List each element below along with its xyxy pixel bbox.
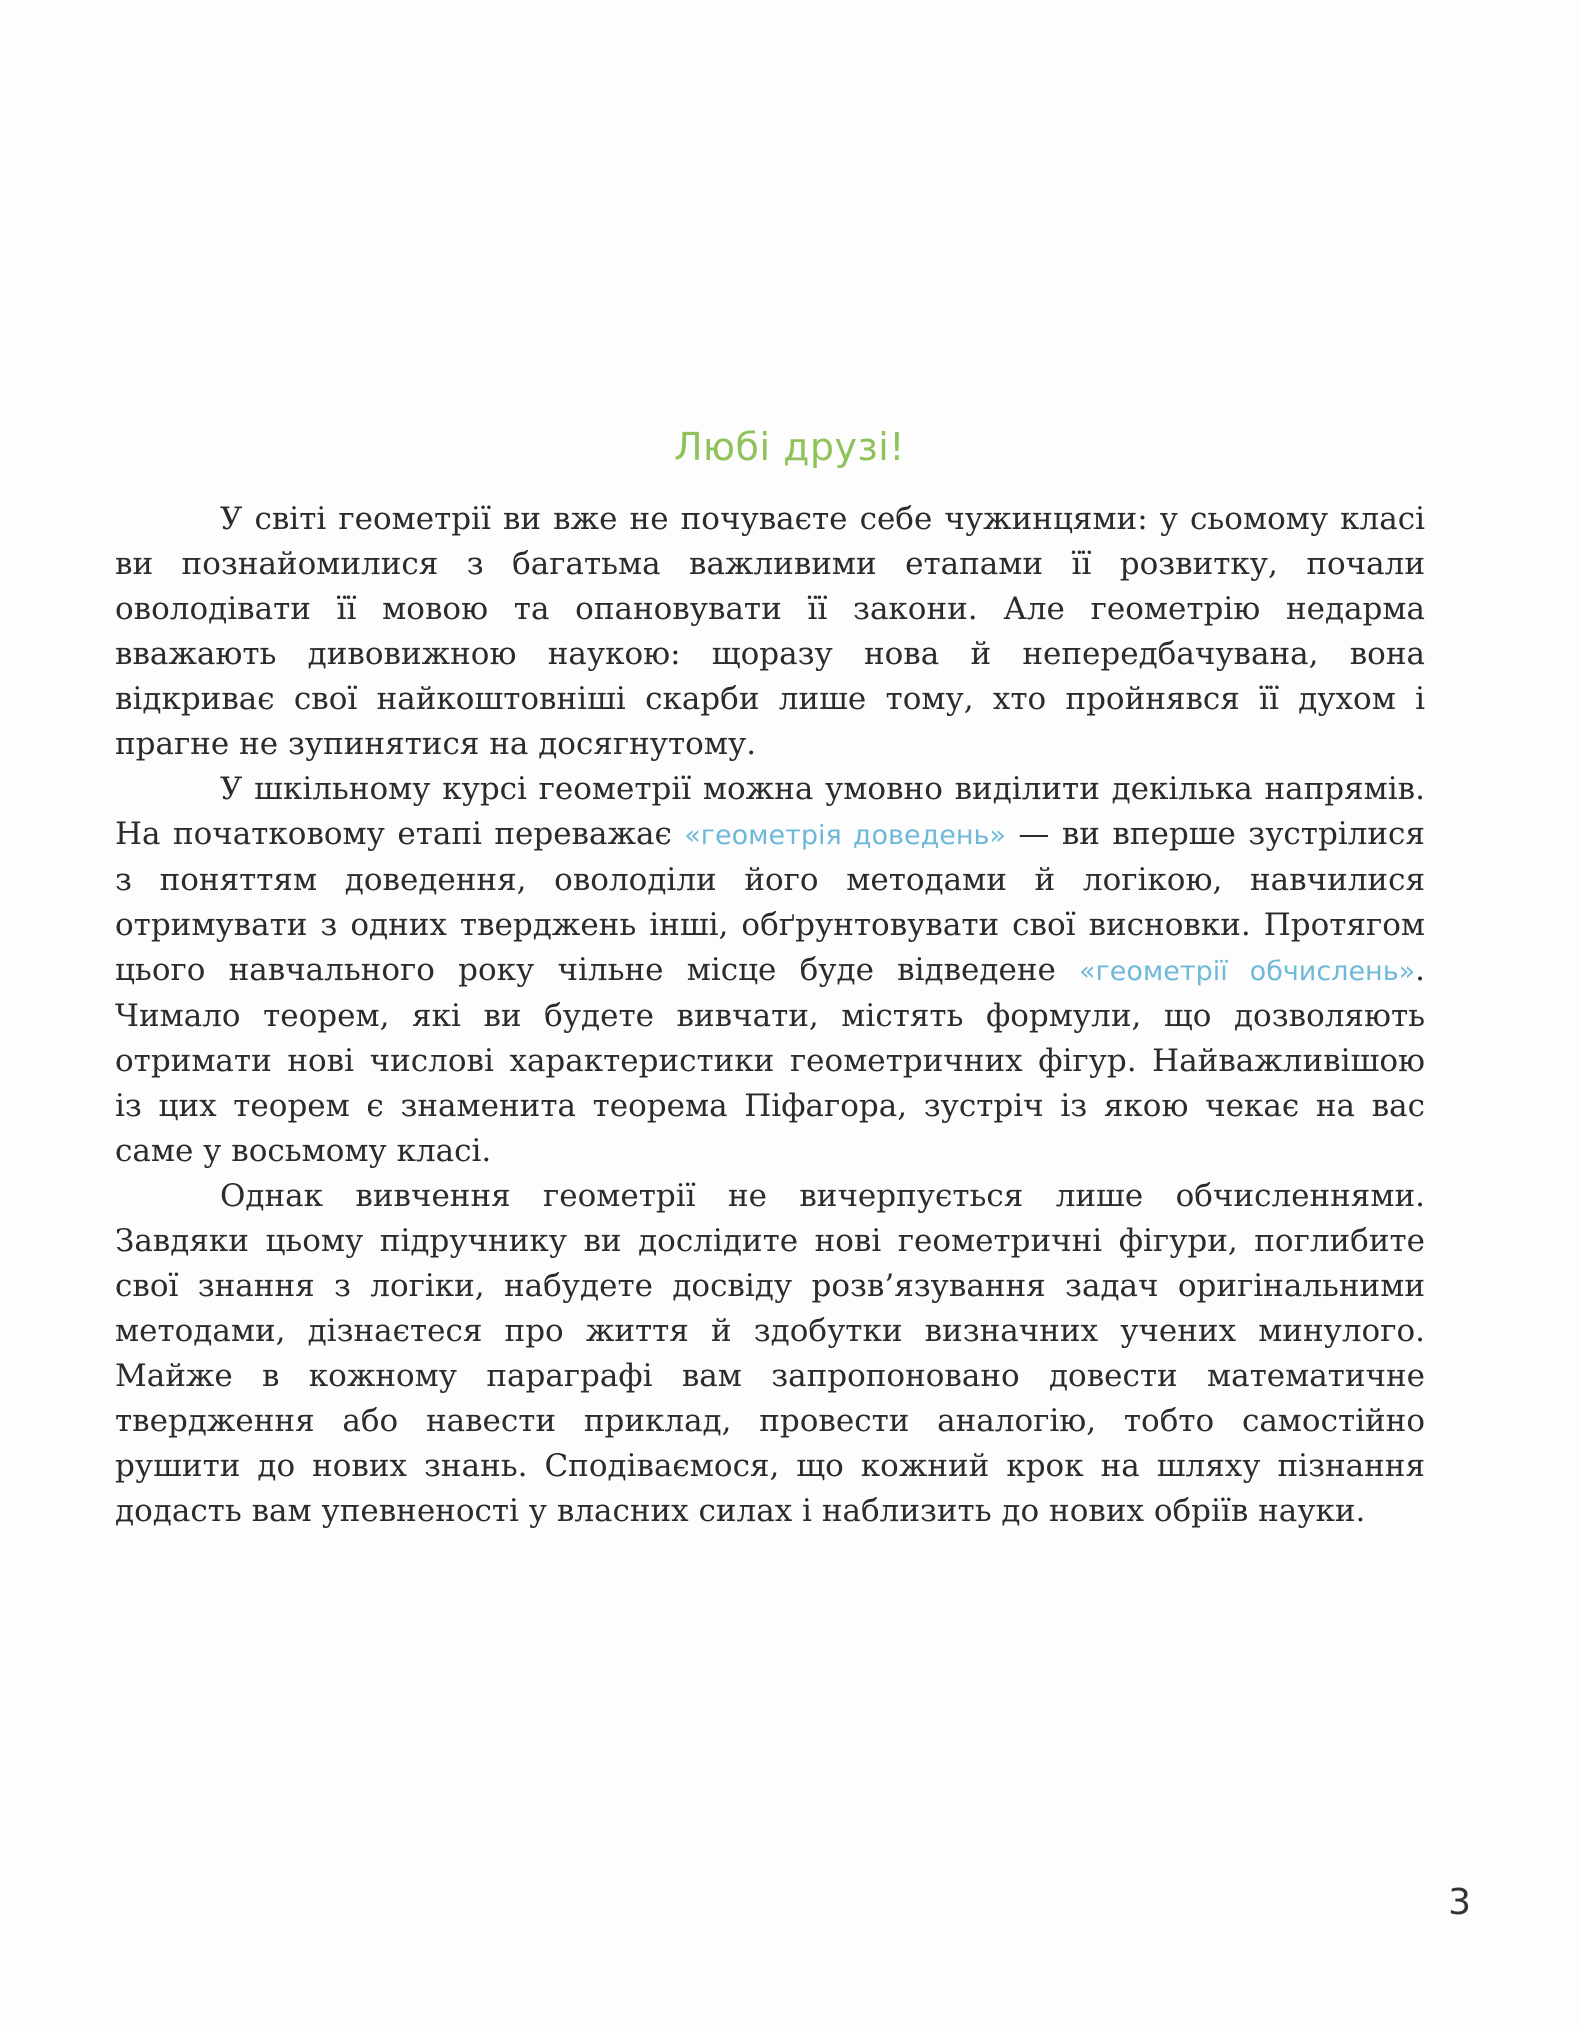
paragraph-2-part-a: У шкільному курсі геометрії можна умовно виділити декілька напрямів. На початковому етапі переважає [115,771,1425,852]
term-geometry-of-calculations: «геометрії обчислень» [1079,956,1416,987]
paragraph-3: Однак вивчення геометрії не вичерпується лише обчисленнями. Завдяки цьому підручнику ви дослідите нові геометричні фігури, поглибите свої знання з логіки, набудете досвіду розв’язування задач оригінальними методами, дізнаєтеся про життя й здобутки визначних учених минулого. Майже в кожному параграфі вам запропоновано довести математичне твердження або навести приклад, провести аналогію, тобто самостійно рушити до нових знань. Сподіваємося, що кожний крок на шляху пізнання додасть вам упевненості у власних силах і наблизить до нових обріїв науки. [115,1178,1425,1529]
paragraph-2-part-b: — ви вперше зустрілися з поняттям доведення, оволоділи його методами й логікою, навчилися отримувати з одних тверджень інші, обґрунтовувати свої висновки. Протягом цього навчального року чільне місце буде відведене [115,816,1425,988]
paragraph-2-part-c: . Чимало теорем, які ви будете вивчати, містять формули, що дозволяють отримати нові числові характеристики геометричних фігур. Найважливішою із цих теорем є знаменита теорема Піфагора, зустріч із якою чекає на вас саме у восьмому класі. [115,952,1425,1169]
body-text [115,497,1425,1534]
page-heading: Любі друзі! [673,425,905,469]
page-number: 3 [1448,1882,1471,1923]
paragraph-2 [115,767,1425,1174]
term-geometry-of-proofs: «геометрія доведень» [684,820,1006,851]
paragraph-1: У світі геометрії ви вже не почуваєте себе чужинцями: у сьомому класі ви познайомилися з багатьма важливими етапами її розвитку, почали оволодівати її мовою та опановувати її закони. Але геометрію недарма вважають дивовижною наукою: щоразу нова й непередбачувана, вона відкриває свої найкоштовніші скарби лише тому, хто пройнявся її духом і прагне не зупинятися на досягнутому. [115,501,1425,762]
